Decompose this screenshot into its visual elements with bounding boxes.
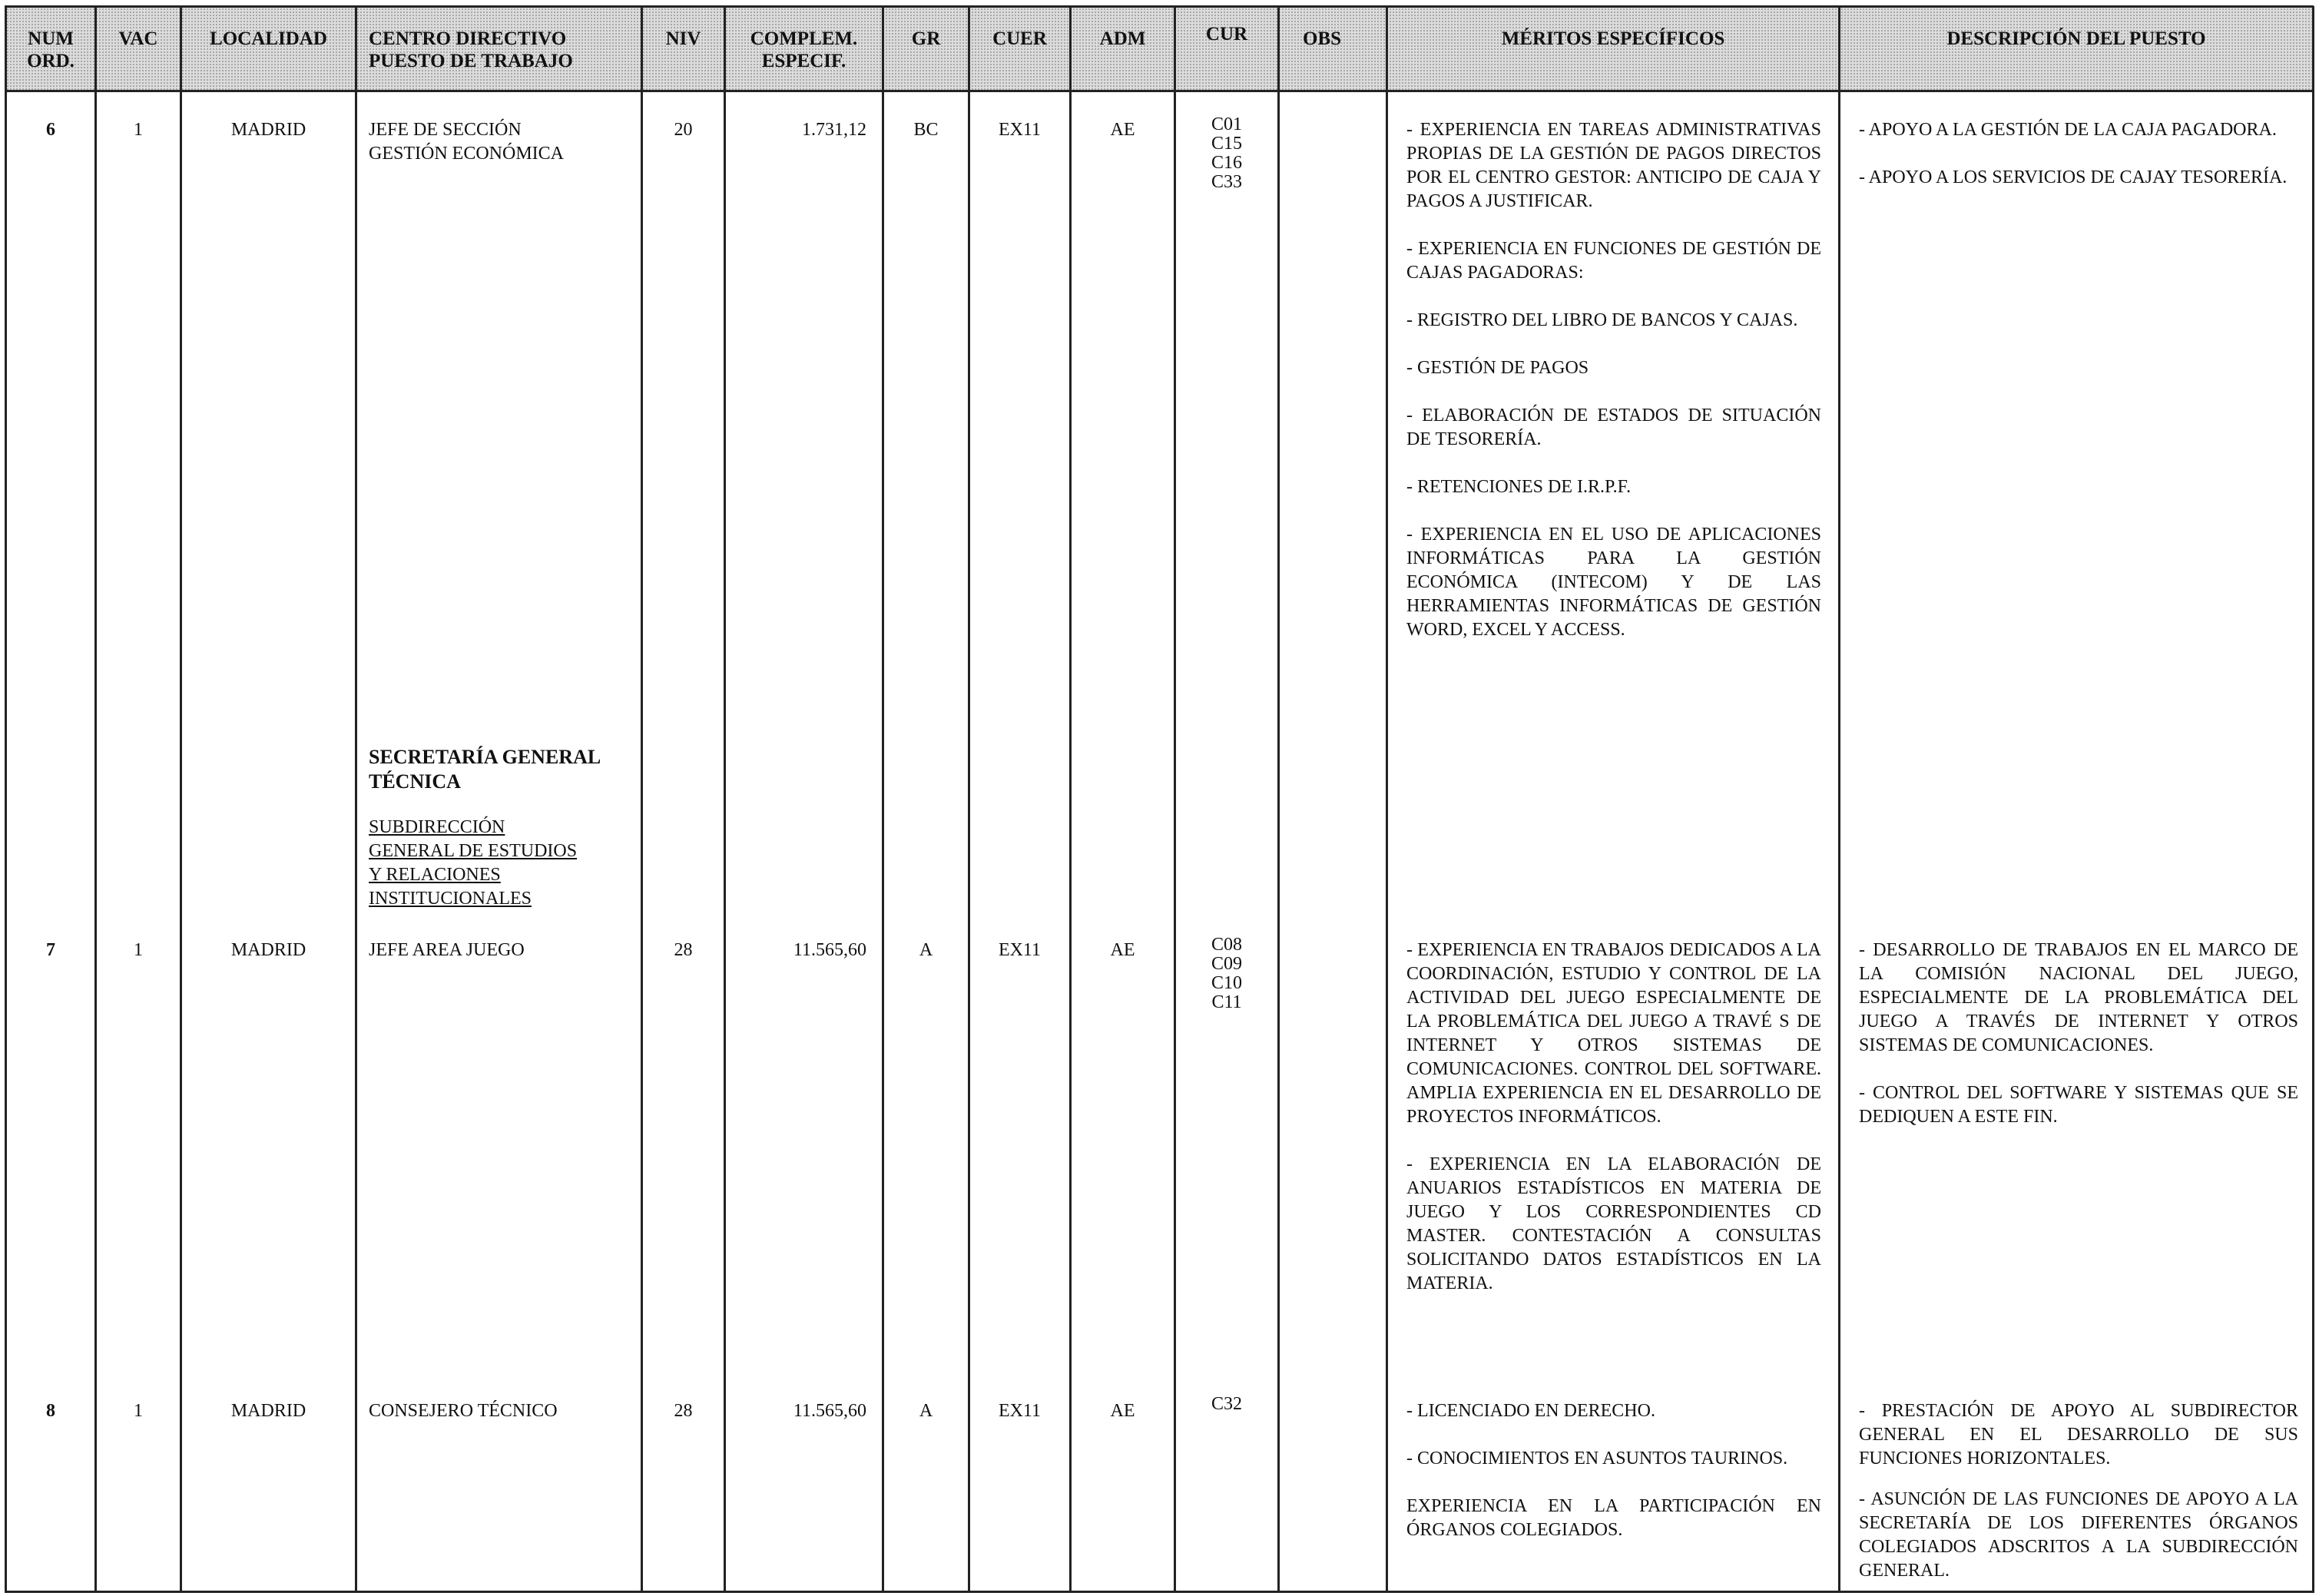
cell-meritos xyxy=(1406,118,1821,642)
col-border xyxy=(1174,6,1176,1593)
merito-item: - GESTIÓN DE PAGOS xyxy=(1406,358,1589,378)
header-descripcion: DESCRIPCIÓN DEL PUESTO xyxy=(1946,28,2206,49)
header-complem-especif: COMPLEM. ESPECIF. xyxy=(750,28,858,71)
cell-num-ord: 7 xyxy=(46,940,55,960)
cell-niv: 20 xyxy=(674,120,693,140)
descripcion-item: - PRESTACIÓN DE APOYO AL SUBDIRECTOR GENERAL EN EL DESARROLLO DE SUS FUNCIONES HORIZONTALES. xyxy=(1859,1401,2298,1469)
merito-item: - EXPERIENCIA EN TRABAJOS DEDICADOS A LA COORDINACIÓN, ESTUDIO Y CONTROL DE LA ACTIVIDAD DEL JUEGO ESPECIALMENTE DE LA PROBLEMÁTICA DEL JUEGO A TRAVÉ S DE INTERNET Y OTROS SISTEMAS DE COMUNICACIONES. CONTROL DEL SOFTWARE. AMPLIA EXPERIENCIA EN EL DESARROLLO DE PROYECTOS INFORMÁTICOS. xyxy=(1406,940,1821,1127)
merito-item: - REGISTRO DEL LIBRO DE BANCOS Y CAJAS. xyxy=(1406,310,1798,330)
cell-complem: 11.565,60 xyxy=(793,940,866,960)
header-gr: GR xyxy=(911,28,941,49)
descripcion-item: - CONTROL DEL SOFTWARE Y SISTEMAS QUE SE DEDIQUEN A ESTE FIN. xyxy=(1859,1083,2298,1127)
header-niv: NIV xyxy=(665,28,701,49)
cell-cuer: EX11 xyxy=(998,1401,1042,1421)
cell-num-ord: 6 xyxy=(46,120,55,140)
col-border xyxy=(1838,6,1840,1593)
cell-num-ord: 8 xyxy=(46,1401,55,1421)
header-localidad: LOCALIDAD xyxy=(210,28,327,49)
merito-item: - EXPERIENCIA EN EL USO DE APLICACIONES INFORMÁTICAS PARA LA GESTIÓN ECONÓMICA (INTECOM) Y DE LAS HERRAMIENTAS INFORMÁTICAS DE GESTIÓN WORD, EXCEL Y ACCESS. xyxy=(1406,525,1821,640)
cell-cur: C01 C15 C16 C33 xyxy=(1211,114,1242,192)
merito-item: - RETENCIONES DE I.R.P.F. xyxy=(1406,477,1632,497)
header-obs: OBS xyxy=(1303,28,1342,49)
header-meritos: MÉRITOS ESPECÍFICOS xyxy=(1501,28,1725,49)
cell-complem: 11.565,60 xyxy=(793,1401,866,1421)
col-border xyxy=(5,6,7,1593)
cell-descripcion xyxy=(1859,118,2298,190)
merito-item: - EXPERIENCIA EN TAREAS ADMINISTRATIVAS PROPIAS DE LA GESTIÓN DE PAGOS DIRECTOS POR EL CENTRO GESTOR: ANTICIPO DE CAJA Y PAGOS A JUSTIFICAR. xyxy=(1406,120,1821,211)
header-bottom-border xyxy=(5,90,2314,92)
col-border xyxy=(180,6,182,1593)
section-title: SECRETARÍA GENERAL TÉCNICA xyxy=(369,746,601,793)
cell-cur: C08 C09 C10 C11 xyxy=(1211,935,1242,1012)
descripcion-item: - APOYO A LA GESTIÓN DE LA CAJA PAGADORA. xyxy=(1859,120,2277,140)
cell-niv: 28 xyxy=(674,1401,693,1421)
table-bottom-border xyxy=(5,1591,2314,1593)
cell-adm: AE xyxy=(1110,1401,1135,1421)
col-border xyxy=(641,6,643,1593)
col-border xyxy=(355,6,357,1593)
cell-puesto: JEFE DE SECCIÓN GESTIÓN ECONÓMICA xyxy=(369,120,564,164)
merito-item: - EXPERIENCIA EN FUNCIONES DE GESTIÓN DE CAJAS PAGADORAS: xyxy=(1406,239,1821,283)
cell-adm: AE xyxy=(1110,940,1135,960)
cell-meritos xyxy=(1406,939,1821,1296)
header-num-ord: NUM ORD. xyxy=(27,28,75,71)
col-border xyxy=(1277,6,1280,1593)
cell-meritos xyxy=(1406,1399,1821,1542)
cell-adm: AE xyxy=(1110,120,1135,140)
section-subtitle: SUBDIRECCIÓN GENERAL DE ESTUDIOS Y RELACIONES INSTITUCIONALES xyxy=(369,817,578,909)
cell-puesto: CONSEJERO TÉCNICO xyxy=(369,1401,558,1421)
table-top-border xyxy=(5,5,2314,8)
merito-item: - LICENCIADO EN DERECHO. xyxy=(1406,1401,1655,1421)
cell-gr: BC xyxy=(913,120,939,140)
header-centro-directivo: CENTRO DIRECTIVO PUESTO DE TRABAJO xyxy=(369,28,573,71)
col-border xyxy=(882,6,884,1593)
descripcion-item: - ASUNCIÓN DE LAS FUNCIONES DE APOYO A LA SECRETARÍA DE LOS DIFERENTES ÓRGANOS COLEGIADOS ADSCRITOS A LA SUBDIRECCIÓN GENERAL. xyxy=(1859,1489,2298,1581)
merito-item: - EXPERIENCIA EN LA ELABORACIÓN DE ANUARIOS ESTADÍSTICOS EN MATERIA DE JUEGO Y LOS CORRESPONDIENTES CD MASTER. CONTESTACIÓN A CONSULTAS SOLICITANDO DATOS ESTADÍSTICOS EN LA MATERIA. xyxy=(1406,1154,1821,1293)
cell-vac: 1 xyxy=(134,940,143,960)
cell-localidad: MADRID xyxy=(230,1401,306,1421)
cell-gr: A xyxy=(919,940,933,960)
header-cur: CUR xyxy=(1205,24,1248,45)
header-vac: VAC xyxy=(118,28,158,49)
cell-localidad: MADRID xyxy=(230,120,306,140)
cell-complem: 1.731,12 xyxy=(802,120,866,140)
cell-niv: 28 xyxy=(674,940,693,960)
header-cuer: CUER xyxy=(992,28,1047,49)
col-border xyxy=(1069,6,1072,1593)
cell-cuer: EX11 xyxy=(998,120,1042,140)
col-border xyxy=(724,6,726,1593)
descripcion-item: - DESARROLLO DE TRABAJOS EN EL MARCO DE LA COMISIÓN NACIONAL DEL JUEGO, ESPECIALMENTE DE LA PROBLEMÁTICA DEL JUEGO A TRAVÉS DE INTERNET Y OTROS SISTEMAS DE COMUNICACIONES. xyxy=(1859,940,2298,1055)
cell-descripcion xyxy=(1859,939,2298,1129)
col-border xyxy=(1386,6,1388,1593)
header-adm: ADM xyxy=(1099,28,1146,49)
cell-localidad: MADRID xyxy=(230,940,306,960)
col-border xyxy=(94,6,97,1593)
cell-vac: 1 xyxy=(134,120,143,140)
cell-cuer: EX11 xyxy=(998,940,1042,960)
cell-puesto: JEFE AREA JUEGO xyxy=(369,940,525,960)
cell-cur: C32 xyxy=(1211,1394,1242,1414)
cell-descripcion xyxy=(1859,1399,2298,1583)
col-border xyxy=(968,6,970,1593)
col-border xyxy=(2312,6,2314,1593)
merito-item: - CONOCIMIENTOS EN ASUNTOS TAURINOS. xyxy=(1406,1449,1788,1469)
descripcion-item: - APOYO A LOS SERVICIOS DE CAJAY TESORERÍA. xyxy=(1859,167,2288,187)
merito-item: - ELABORACIÓN DE ESTADOS DE SITUACIÓN DE TESORERÍA. xyxy=(1406,406,1821,449)
cell-gr: A xyxy=(919,1401,933,1421)
merito-item: EXPERIENCIA EN LA PARTICIPACIÓN EN ÓRGANOS COLEGIADOS. xyxy=(1406,1496,1821,1540)
cell-vac: 1 xyxy=(134,1401,143,1421)
